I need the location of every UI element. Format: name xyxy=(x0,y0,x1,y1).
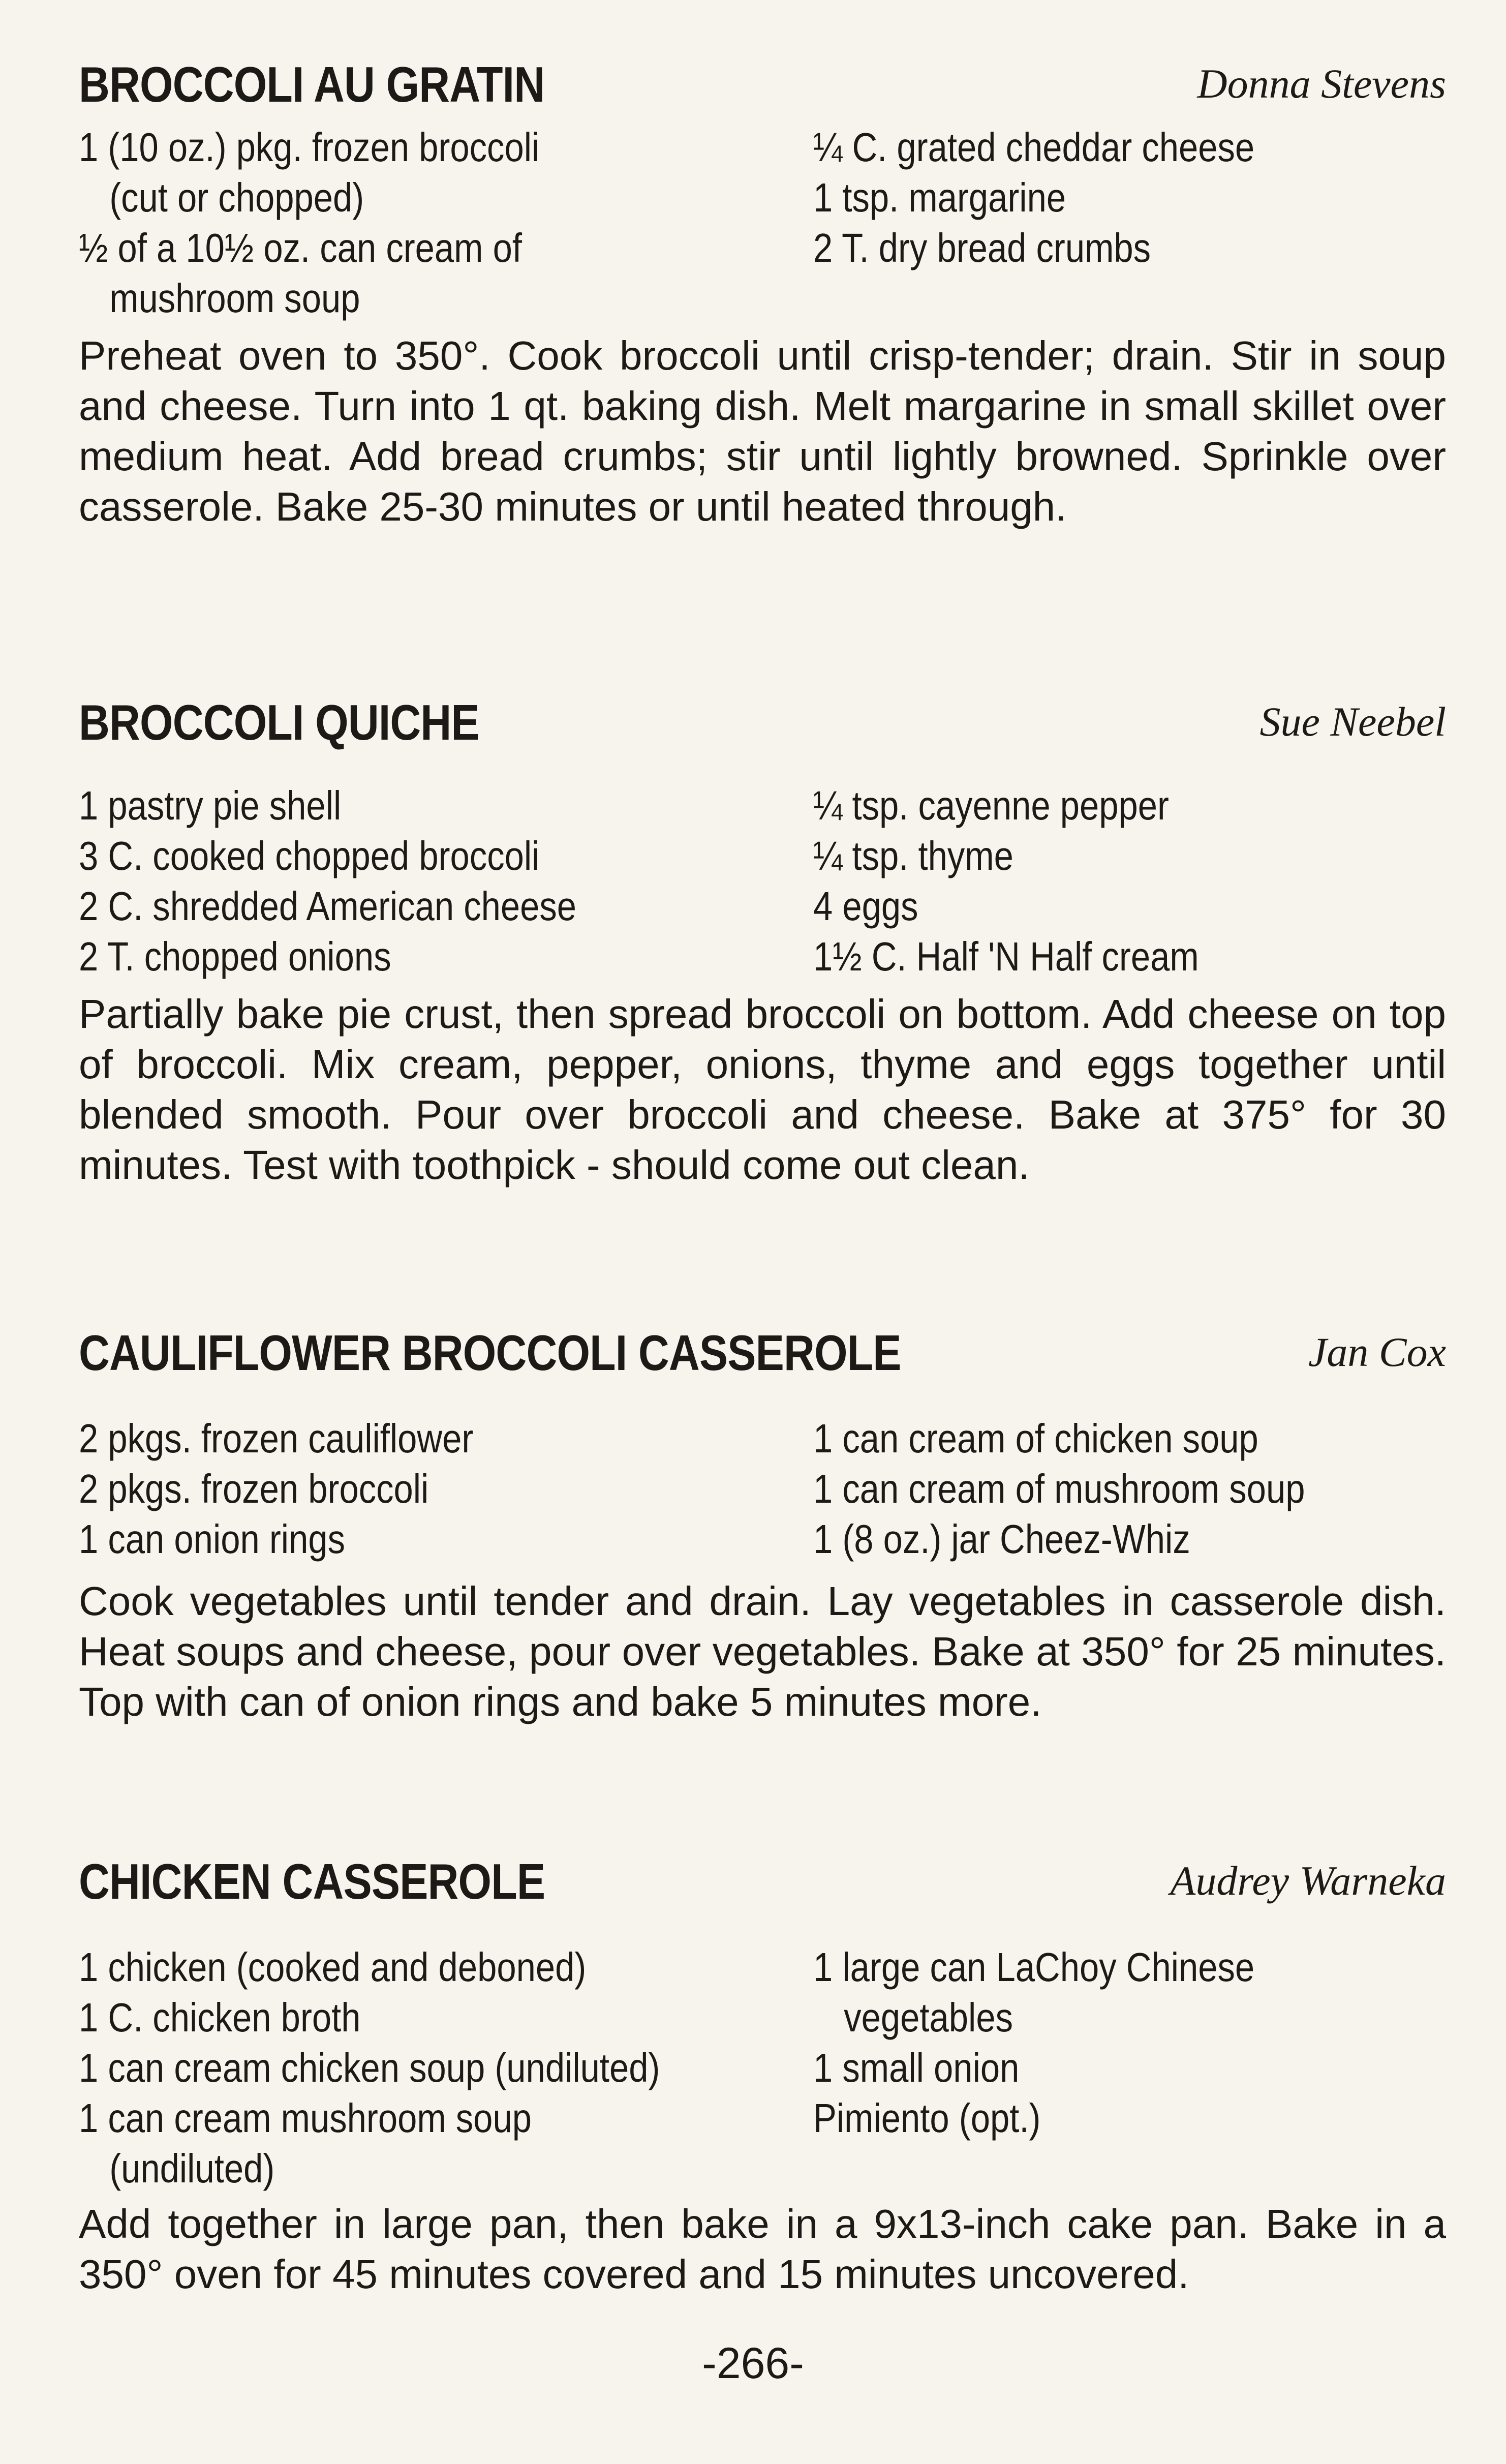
ingredient-line: 2 pkgs. frozen broccoli xyxy=(79,1466,429,1511)
recipe-title: CHICKEN CASSEROLE xyxy=(79,1853,545,1909)
ingredient-line: 1 can onion rings xyxy=(79,1516,345,1562)
ingredient-line: ¼ tsp. thyme xyxy=(813,833,1013,878)
ingredient-line: Pimiento (opt.) xyxy=(813,2095,1041,2141)
ingredient-line: 2 pkgs. frozen cauliflower xyxy=(79,1416,474,1461)
ingredient-line: 1 C. chicken broth xyxy=(79,1995,361,2040)
recipe-title: CAULIFLOWER BROCCOLI CASSEROLE xyxy=(79,1325,901,1381)
ingredient-line: ¼ C. grated cheddar cheese xyxy=(813,125,1255,170)
ingredients-right-column xyxy=(813,122,1446,273)
ingredients-left-column xyxy=(79,1942,790,2194)
recipe-directions: Partially bake pie crust, then spread broccoli on bottom. Add cheese on top of broccoli. Mix cream, pepper, onions, thyme and eggs together until blended smooth. Pour over broccoli and cheese. Bake at 375° for 30 minutes. Test with toothpick - should come out clean. xyxy=(79,991,1446,1188)
recipe-cauliflower-broccoli-casserole xyxy=(79,1324,1446,1727)
ingredients-left-column xyxy=(79,122,790,323)
ingredients xyxy=(79,1942,1446,2199)
ingredient-line: 1 chicken (cooked and deboned) xyxy=(79,1944,587,1990)
recipe-directions: Add together in large pan, then bake in a 9x13-inch cake pan. Bake in a 350° oven for 45 minutes covered and 15 minutes uncovered. xyxy=(79,2201,1446,2297)
ingredients-left-column xyxy=(79,780,790,982)
ingredient-line: (undiluted) xyxy=(109,2146,275,2191)
ingredient-line: 2 T. dry bread crumbs xyxy=(813,225,1151,270)
ingredient-line: 4 eggs xyxy=(813,884,918,929)
recipe-header xyxy=(79,1853,1446,1919)
ingredient-line: mushroom soup xyxy=(109,276,360,321)
ingredient-line: 2 C. shredded American cheese xyxy=(79,884,577,929)
recipe-author: Jan Cox xyxy=(1308,1329,1446,1375)
page-number: -266- xyxy=(702,2339,804,2388)
ingredients xyxy=(79,122,1446,330)
recipe-broccoli-au-gratin xyxy=(79,56,1446,532)
recipe-header xyxy=(79,56,1446,122)
ingredient-line: 1 small onion xyxy=(813,2045,1020,2090)
ingredient-line: ½ of a 10½ oz. can cream of xyxy=(79,225,522,270)
ingredient-line: 1 can cream mushroom soup xyxy=(79,2095,532,2141)
recipe-header xyxy=(79,694,1446,760)
recipe-title: BROCCOLI QUICHE xyxy=(79,694,479,750)
ingredient-line: 3 C. cooked chopped broccoli xyxy=(79,833,540,878)
recipe-directions: Preheat oven to 350°. Cook broccoli until crisp-tender; drain. Stir in soup and cheese. Turn into 1 qt. baking dish. Melt margarine in small skillet over medium heat. Add bread crumbs; stir until lightly browned. Sprinkle over casserole. Bake 25-30 minutes or until heated through. xyxy=(79,333,1446,529)
ingredient-line: vegetables xyxy=(844,1995,1013,2040)
ingredient-line: 1 can cream of chicken soup xyxy=(813,1416,1258,1461)
ingredients xyxy=(79,1413,1446,1576)
ingredient-line: 1 large can LaChoy Chinese xyxy=(813,1944,1255,1990)
ingredient-line: 1 (8 oz.) jar Cheez-Whiz xyxy=(813,1516,1190,1562)
ingredient-line: 1 can cream of mushroom soup xyxy=(813,1466,1305,1511)
ingredient-line: ¼ tsp. cayenne pepper xyxy=(813,783,1169,828)
ingredients-right-column xyxy=(813,780,1446,982)
recipe-directions: Cook vegetables until tender and drain. Lay vegetables in casserole dish. Heat soups and cheese, pour over vegetables. Bake at 350° for 25 minutes. Top with can of onion rings and bake 5 minutes more. xyxy=(79,1578,1446,1724)
ingredient-line: 1 can cream chicken soup (undiluted) xyxy=(79,2045,660,2090)
ingredient-line: (cut or chopped) xyxy=(109,175,364,220)
ingredient-line: 1 (10 oz.) pkg. frozen broccoli xyxy=(79,125,540,170)
recipe-title: BROCCOLI AU GRATIN xyxy=(79,56,545,112)
recipe-broccoli-quiche xyxy=(79,694,1446,1190)
recipe-author: Donna Stevens xyxy=(1197,60,1446,107)
ingredient-line: 1 tsp. margarine xyxy=(813,175,1066,220)
ingredient-line: 1 pastry pie shell xyxy=(79,783,342,828)
recipe-header xyxy=(79,1324,1446,1390)
ingredients-right-column xyxy=(813,1942,1446,2143)
ingredients-right-column xyxy=(813,1413,1446,1564)
recipe-author: Sue Neebel xyxy=(1259,698,1446,745)
recipe-chicken-casserole xyxy=(79,1853,1446,2299)
ingredient-line: 1½ C. Half 'N Half cream xyxy=(813,934,1199,979)
recipe-author: Audrey Warneka xyxy=(1170,1858,1446,1904)
ingredients-left-column xyxy=(79,1413,790,1564)
ingredient-line: 2 T. chopped onions xyxy=(79,934,391,979)
ingredients xyxy=(79,780,1446,989)
